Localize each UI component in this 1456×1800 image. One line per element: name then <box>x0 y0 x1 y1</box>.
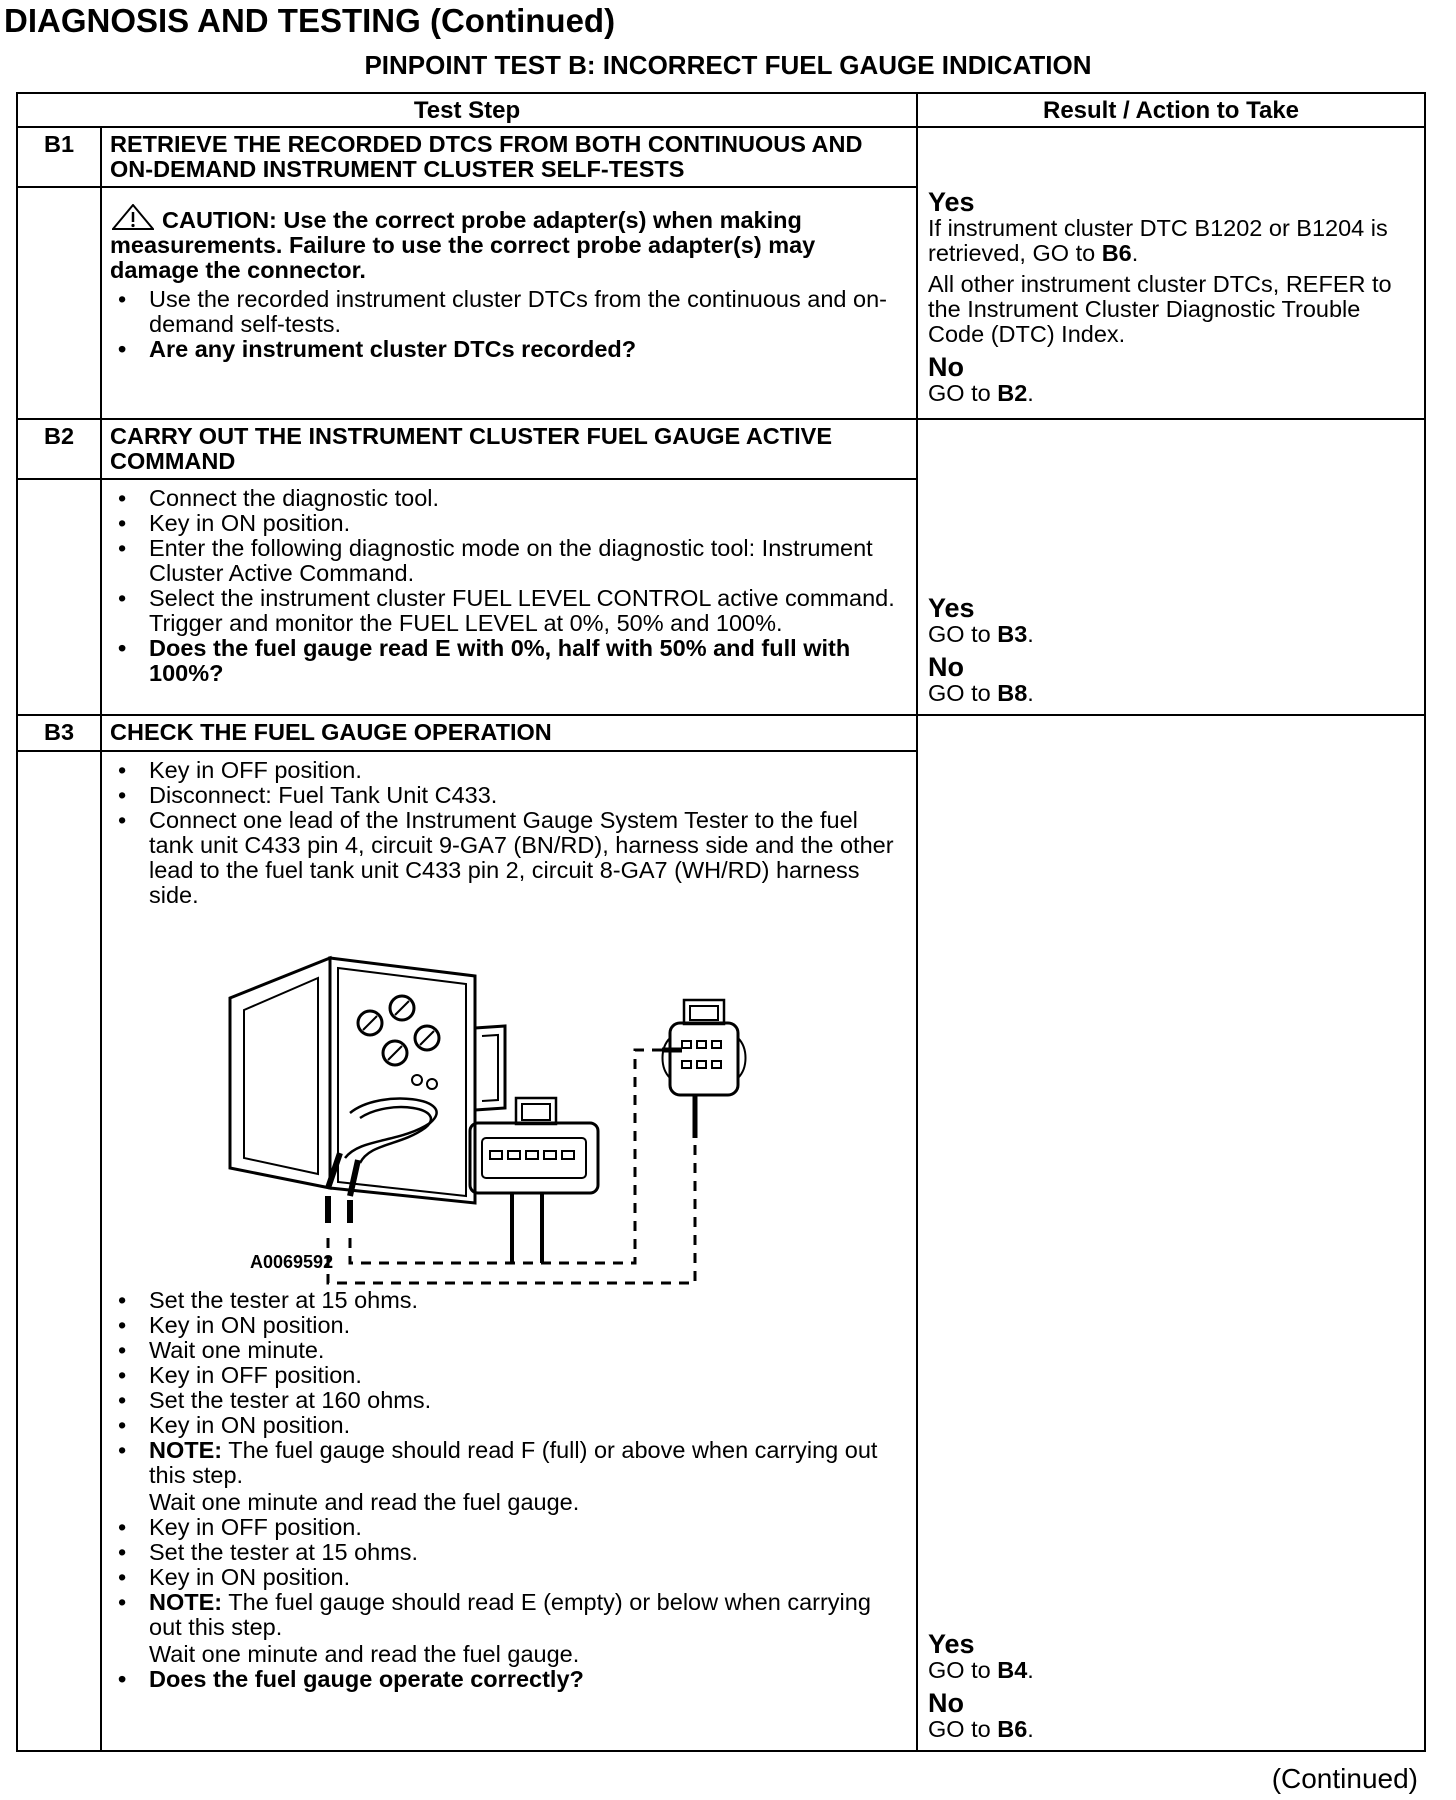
list-item: • Enter the following diagnostic mode on the diagnostic tool: Instrument Cluster Active Command. <box>110 536 908 586</box>
result-no-label: No <box>928 352 964 382</box>
step-b3-bullets-bottom <box>110 1288 908 1692</box>
list-item: • Connect the diagnostic tool. <box>110 486 908 511</box>
result-no-text: GO to B8. <box>928 680 1034 706</box>
list-item: • Key in OFF position. <box>110 1515 908 1540</box>
fuel-tank-connector-shape <box>670 1023 738 1095</box>
step-b1-header-row <box>17 127 1425 187</box>
result-no-text: GO to B2. <box>928 380 1034 406</box>
list-item-note: • NOTE: The fuel gauge should read E (empty) or below when carrying out this step. <box>110 1590 908 1640</box>
result-yes-label: Yes <box>928 593 975 623</box>
result-yes-label: Yes <box>928 187 975 217</box>
result-no-label: No <box>928 652 964 682</box>
list-item-continuation: Wait one minute and read the fuel gauge. <box>149 1489 580 1515</box>
step-b1-content <box>101 187 917 419</box>
step-b2-content <box>101 479 917 715</box>
list-item: • Key in ON position. <box>110 1313 908 1338</box>
step-b2-header-row <box>17 419 1425 479</box>
diagram-illustration <box>220 938 860 1288</box>
continued-label: (Continued) <box>1271 1763 1418 1794</box>
step-b1-result <box>917 127 1425 419</box>
list-item: • Disconnect: Fuel Tank Unit C433. <box>110 783 908 808</box>
list-item: • Set the tester at 15 ohms. <box>110 1288 908 1313</box>
step-id: B3 <box>17 715 101 751</box>
list-item: • Key in OFF position. <box>110 1363 908 1388</box>
list-item: • Key in ON position. <box>110 511 908 536</box>
list-item: • Set the tester at 160 ohms. <box>110 1388 908 1413</box>
result-no-text: GO to B6. <box>928 1716 1034 1742</box>
table-header-row <box>17 93 1425 127</box>
step-title: CHECK THE FUEL GAUGE OPERATION <box>101 715 917 751</box>
list-item: • Key in OFF position. <box>110 758 908 783</box>
list-item: • Use the recorded instrument cluster DTCs from the continuous and on-demand self-tests. <box>110 287 908 337</box>
result-yes-text: GO to B3. <box>928 621 1034 647</box>
result-yes-text: GO to B4. <box>928 1657 1034 1683</box>
pinpoint-test-table <box>16 92 1426 1752</box>
result-yes-text: If instrument cluster DTC B1202 or B1204 is retrieved, GO to B6. <box>928 215 1388 266</box>
figure-label: A0069592 <box>250 1252 334 1272</box>
step-title: RETRIEVE THE RECORDED DTCS FROM BOTH CONTINUOUS AND ON-DEMAND INSTRUMENT CLUSTER SELF-TESTS <box>101 127 917 187</box>
caution-note: CAUTION: Use the correct probe adapter(s) when making measurements. Failure to use the correct probe adapter(s) may damage the connector. <box>110 204 908 283</box>
list-item: • Key in ON position. <box>110 1565 908 1590</box>
result-yes-text-2: All other instrument cluster DTCs, REFER to the Instrument Cluster Diagnostic Trouble Code (DTC) Index. <box>928 271 1392 347</box>
result-yes-label: Yes <box>928 1629 975 1659</box>
list-item: • Set the tester at 15 ohms. <box>110 1540 908 1565</box>
step-b3-result <box>917 715 1425 1751</box>
page-subtitle: PINPOINT TEST B: INCORRECT FUEL GAUGE INDICATION <box>364 50 1092 80</box>
list-item-question: • Does the fuel gauge read E with 0%, half with 50% and full with 100%? <box>110 636 908 686</box>
col-header-test-step: Test Step <box>17 93 917 127</box>
list-item-continuation: Wait one minute and read the fuel gauge. <box>149 1641 580 1667</box>
step-b3-content <box>101 751 917 1751</box>
list-item: • Connect one lead of the Instrument Gauge System Tester to the fuel tank unit C433 pin 4, circuit 9-GA7 (BN/RD), harness side and the other lead to the fuel tank unit C433 pin 2, circuit 8-GA7 (WH/RD) harness side. <box>110 808 908 908</box>
list-item-note: • NOTE: The fuel gauge should read F (full) or above when carrying out this step. <box>110 1438 908 1488</box>
list-item: • Select the instrument cluster FUEL LEVEL CONTROL active command. Trigger and monitor the FUEL LEVEL at 0%, 50% and 100%. <box>110 586 908 636</box>
step-b2-result <box>917 419 1425 715</box>
step-id: B1 <box>17 127 101 187</box>
step-b3-header-row <box>17 715 1425 751</box>
list-item: • Key in ON position. <box>110 1413 908 1438</box>
warning-triangle-icon <box>112 204 154 230</box>
page-title: DIAGNOSIS AND TESTING (Continued) <box>4 2 616 39</box>
step-b3-bullets-top <box>110 758 908 908</box>
tester-connection-diagram <box>220 938 860 1288</box>
result-no-label: No <box>928 1688 964 1718</box>
col-header-result: Result / Action to Take <box>917 93 1425 127</box>
step-b2-bullets <box>110 486 908 686</box>
step-id: B2 <box>17 419 101 479</box>
step-title: CARRY OUT THE INSTRUMENT CLUSTER FUEL GAUGE ACTIVE COMMAND <box>101 419 917 479</box>
step-b1-bullets <box>110 287 908 362</box>
list-item-question: • Are any instrument cluster DTCs recorded? <box>110 337 908 362</box>
list-item-question: • Does the fuel gauge operate correctly? <box>110 1667 908 1692</box>
list-item: • Wait one minute. <box>110 1338 908 1363</box>
